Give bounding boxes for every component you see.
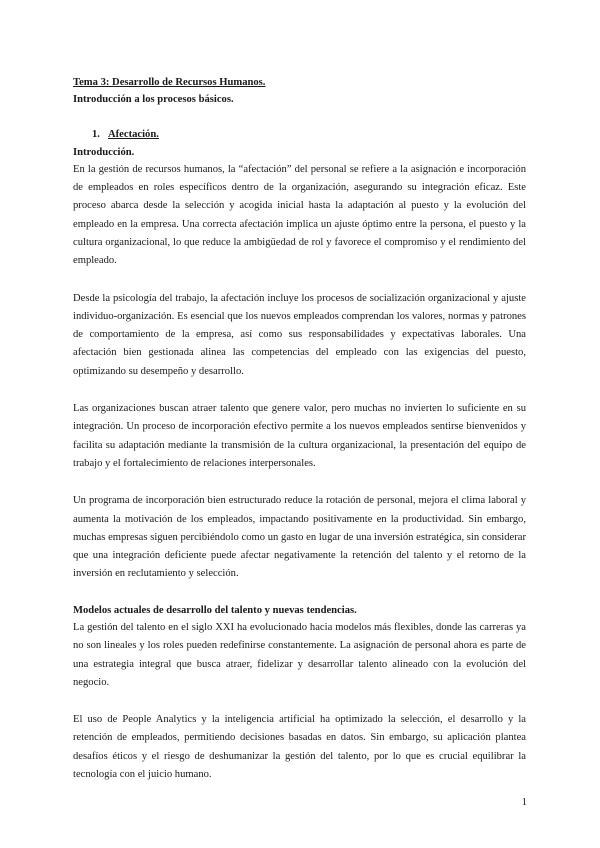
section-number: 1. <box>92 129 100 141</box>
section-title: Afectación. <box>108 129 159 141</box>
paragraph: Las organizaciones buscan atraer talento que genere valor, pero muchas no invierten lo suficiente en su integración. Un proceso de incorporación efectivo permite a los nuevos empleados sentirse bienvenidos y facilita su adaptación mediante la transmisión de la cultura organizacional, la presentación del equipo de trabajo y el fortalecimiento de relaciones interpersonales. <box>73 403 526 469</box>
models-heading: Modelos actuales de desarrollo del talento y nuevas tendencias. <box>73 604 357 616</box>
paragraph: En la gestión de recursos humanos, la “afectación” del personal se refiere a la asignación e incorporación de empleados en roles específicos dentro de la organización, asegurando su integración eficaz. Este proceso abarca desde la selección y acogida inicial hasta la adaptación al puesto y la evolución del empleado en la empresa. Una correcta afectación implica un ajuste óptimo entre la persona, el puesto y la cultura organizacional, lo que reduce la ambigüedad de rol y favorece el compromiso y el rendimiento del empleado. <box>73 163 526 267</box>
paragraph: La gestión del talento en el siglo XXI ha evolucionado hacia modelos más flexibles, donde las carreras ya no son lineales y los roles pueden redefinirse constantemente. La asignación de personal ahora es parte de una estrategia integral que busca atraer, fidelizar y desarrollar talento alineado con la evolución del negocio. <box>73 621 526 688</box>
document-page <box>73 74 526 784</box>
paragraph: Desde la psicología del trabajo, la afectación incluye los procesos de socialización organizacional y ajuste individuo-organización. Es esencial que los nuevos empleados comprendan los valores, normas y patrones de comportamiento de la empresa, así como sus responsabilidades y expectativas laborales. Una afectación bien gestionada alinea las competencias del empleado con las exigencias del puesto, optimizando su desempeño y desarrollo. <box>73 292 526 377</box>
intro-heading: Introducción. <box>73 146 135 158</box>
page-number: 1 <box>521 797 527 808</box>
document-title: Tema 3: Desarrollo de Recursos Humanos. <box>73 77 266 88</box>
section-heading <box>73 126 526 143</box>
paragraph: Un programa de incorporación bien estructurado reduce la rotación de personal, mejora el clima laboral y aumenta la motivación de los empleados, impactando positivamente en la productividad. Sin embargo, muchas empresas siguen percibiéndolo como un gasto en lugar de una inversión estratégica, sin considerar que una integración deficiente puede afectar negativamente la retención del talento y el retorno de la inversión en reclutamiento y selección. <box>73 495 526 580</box>
document-subtitle: Introducción a los procesos básicos. <box>73 94 234 106</box>
paragraph: El uso de People Analytics y la inteligencia artificial ha optimizado la selección, el desarrollo y la retención de empleados, permitiendo decisiones basadas en datos. Sin embargo, su aplicación plantea desafíos éticos y el riesgo de deshumanizar la gestión del talento, por lo que es crucial equilibrar la tecnología con el juicio humano. <box>73 714 526 781</box>
